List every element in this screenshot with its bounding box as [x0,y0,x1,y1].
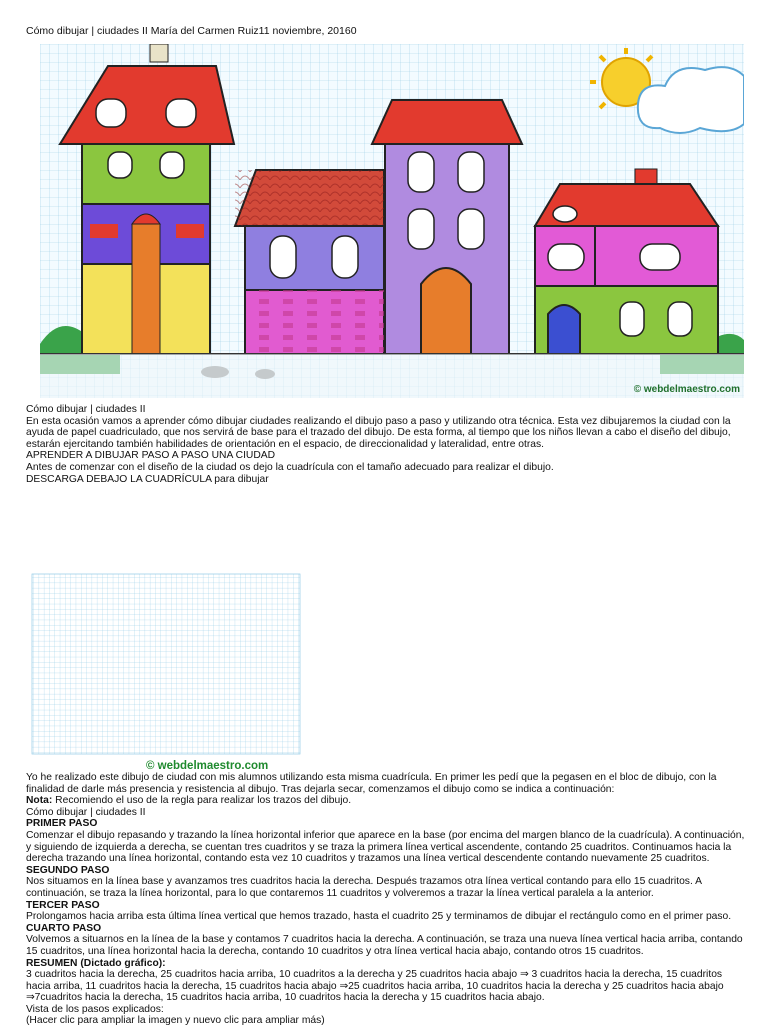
graph-paper-image[interactable] [28,572,302,772]
intro-section [26,404,746,485]
step3-title: TERCER PASO [26,899,100,911]
image-caption: Cómo dibujar | ciudades II [26,404,146,415]
step3-text: Prolongamos hacia arriba esta última línea vertical que hemos trazado, hasta el cuadrito 25 y terminamos de dibujar el rectángulo como en el primer paso. [26,911,732,923]
download-link[interactable]: DESCARGA DEBAJO LA CUADRÍCULA para dibujar [26,473,269,485]
step4-title: CUARTO PASO [26,922,102,934]
before-text: Antes de comenzar con el diseño de la ciudad os dejo la cuadrícula con el tamaño adecuado para realizar el dibujo. [26,461,554,473]
intro-paragraph: En esta ocasión vamos a aprender cómo dibujar ciudades realizando el dibujo paso a paso y utilizando otra técnica. Esta vez dibujaremos la ciudad con la ayuda de papel cuadriculado, que nos servirá de base para el trazado del dibujo. De esta forma, al tiempo que los niños llevan a cabo el diseño del dibujo, estarán ejercitando también habilidades de orientación en el espacio, de direccionalidad y lateralidad, entre otras. [26,415,731,450]
instructions-section [26,772,746,1027]
view-text: Vista de los pasos explicados: [26,1003,164,1015]
hero-watermark: © webdelmaestro.com [633,384,740,395]
step2-text: Nos situamos en la línea base y avanzamos tres cuadritos hacia la derecha. Después trazamos otra línea vertical contando para ello 15 cuadritos. A continuación, se traza la línea horizontal, para lo que contaremos 11 cuadritos y volveremos a trazar la línea vertical paralela a la anterior. [26,876,702,899]
grid-watermark: © webdelmaestro.com [146,760,269,772]
section-heading: APRENDER A DIBUJAR PASO A PASO UNA CIUDAD [26,450,276,462]
note-line [26,795,746,807]
step2-title: SEGUNDO PASO [26,864,110,876]
note-label: Nota: [26,795,53,807]
summary-text: 3 cuadritos hacia la derecha, 25 cuadritos hacia arriba, 10 cuadritos a la derecha y 25 cuadritos hacia abajo ⇒ 3 cuadritos hacia la derecha, 15 cuadritos hacia arriba, 11 cuadritos hacia la derecha, 15 cuadritos hacia abajo ⇒25 cuadritos hacia arriba, 10 cuadritos hacia la derecha y 25 cuadritos hacia abajo ⇒7cuadritos hacia la derecha, 15 cuadritos hacia arriba, 10 cuadritos hacia la derecha y 15 cuadritos hacia abajo. [26,969,724,1004]
step1-title: PRIMER PASO [26,818,98,830]
step4-text: Volvemos a situarnos en la línea de la base y contamos 7 cuadritos hacia la derecha. A continuación, se traza una nueva línea vertical hacia arriba, contando 15 cuadritos, una línea horizontal hacia la derecha, contando 10 cuadritos y otra línea vertical hacia abajo, contando otros 15 cuadritos. [26,934,743,957]
image-caption-2: Cómo dibujar | ciudades II [26,806,146,818]
click-instruction: (Hacer clic para ampliar la imagen y nuevo clic para ampliar más) [26,1015,325,1027]
document-header: Cómo dibujar | ciudades II María del Carmen Ruiz11 noviembre, 20160 [26,25,357,37]
body-paragraph-1: Yo he realizado este dibujo de ciudad con mis alumnos utilizando esta misma cuadrícula. En primer les pedí que la pegasen en el bloc de dibujo, con la finalidad de darle más presencia y resistencia al dibujo. Tras dejarla secar, comenzamos el dibujo como se indica a continuación: [26,772,717,795]
step1-text: Comenzar el dibujo repasando y trazando la línea horizontal inferior que aparece en la base (por encima del margen blanco de la cuadrícula). A continuación, y siguiendo de izquierda a derecha, se cuentan tres cuadritos y se traza la primera línea vertical ascendente, contando 25 cuadritos. Continuamos hacia la derecha trazando una línea horizontal, contando esta vez 10 cuadritos y trazamos una línea vertical descendente contando nuevamente 25 cuadritos. [26,829,745,865]
city-drawing-image[interactable] [40,44,744,398]
summary-title: RESUMEN (Dictado gráfico): [26,957,166,969]
note-text: Recomiendo el uso de la regla para realizar los trazos del dibujo. [52,795,352,807]
